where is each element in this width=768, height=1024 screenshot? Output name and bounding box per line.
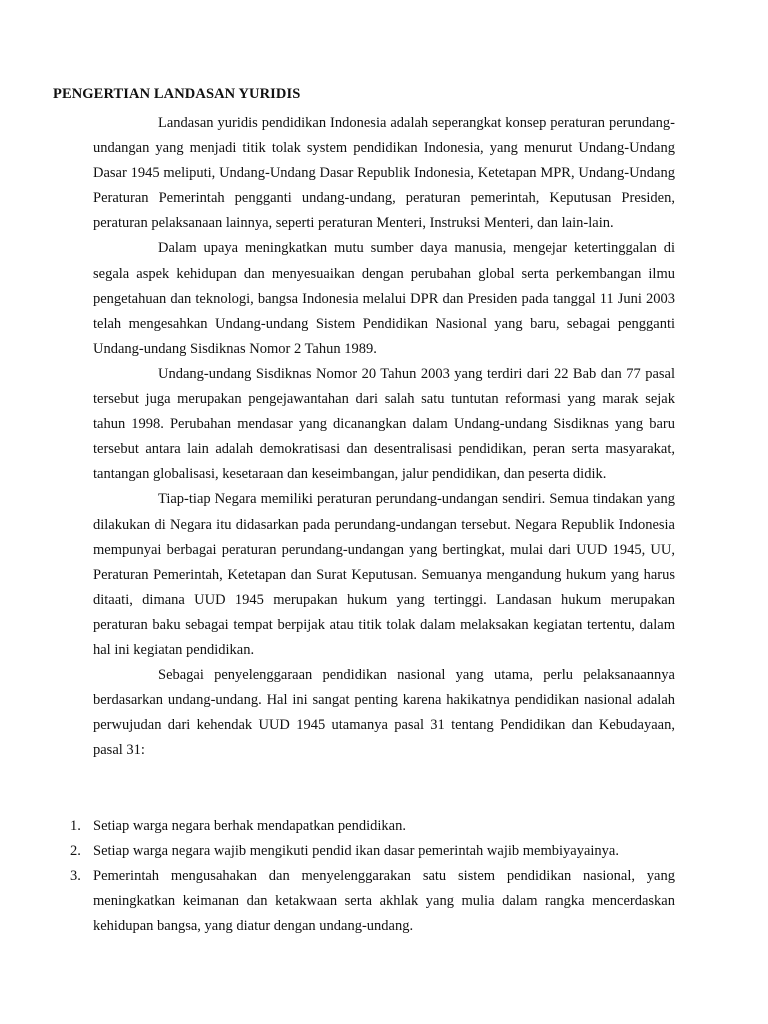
document-heading: PENGERTIAN LANDASAN YURIDIS [53,86,301,102]
paragraph-4: Tiap-tiap Negara memiliki peraturan perundang-undangan sendiri. Semua tindakan yang dilakukan di Negara itu didasarkan pada perundang-undangan tersebut. Negara Republik Indonesia mempunyai berbagai peraturan perundang-undangan yang bertingkat, mulai dari UUD 1945, UU, Peraturan Pemerintah, Ketetapan dan Surat Keputusan. Semuanya mengandung hukum yang harus ditaati, dimana UUD 1945 merupakan hukum yang tertinggi. Landasan hukum merupakan peraturan baku sebagai tempat berpijak atau titik tolak dalam melaksakan kegiatan tertentu, dalam hal ini kegiatan pendidikan. [93,491,675,658]
list-item [53,864,675,939]
paragraph-3: Undang-undang Sisdiknas Nomor 20 Tahun 2003 yang terdiri dari 22 Bab dan 77 pasal tersebut juga merupakan pengejawantahan dari salah satu tuntutan reformasi yang marak sejak tahun 1998. Perubahan mendasar yang dicanangkan dalam Undang-undang Sisdiknas yang baru tersebut antara lain adalah demokratisasi dan desentralisasi pendidikan, peran serta masyarakat, tantangan globalisasi, kesetaraan dan keseimbangan, jalur pendidikan, dan peserta didik. [93,365,675,483]
list-item-number: 3. [70,868,81,885]
list-item-number: 2. [70,843,81,860]
list-item [53,814,675,839]
paragraph-2: Dalam upaya meningkatkan mutu sumber daya manusia, mengejar ketertinggalan di segala aspek kehidupan dan menyesuaikan dengan perubahan global serta perkembangan ilmu pengetahuan dan teknologi, bangsa Indonesia melalui DPR dan Presiden pada tanggal 11 Juni 2003 telah mengesahkan Undang-undang Sistem Pendidikan Nasional yang baru, sebagai pengganti Undang-undang Sisdiknas Nomor 2 Tahun 1989. [93,240,675,357]
list-item-text: Pemerintah mengusahakan dan menyelenggarakan satu sistem pendidikan nasional, yang meningkatkan keimanan dan ketakwaan serta akhlak yang mulia dalam rangka mencerdaskan kehidupan bangsa, yang diatur dengan undang-undang. [93,868,675,935]
numbered-list [53,814,675,939]
document-body [93,111,675,763]
paragraph-5: Sebagai penyelenggaraan pendidikan nasional yang utama, perlu pelaksanaannya berdasarkan undang-undang. Hal ini sangat penting karena hakikatnya pendidikan nasional adalah perwujudan dari kehendak UUD 1945 utamanya pasal 31 tentang Pendidikan dan Kebudayaan, pasal 31: [93,667,675,759]
list-item-text: Setiap warga negara wajib mengikuti pendid ikan dasar pemerintah wajib membiyayainya. [93,843,619,860]
list-item-number: 1. [70,818,81,834]
list-item-text: Setiap warga negara berhak mendapatkan pendidikan. [93,818,406,834]
paragraph-1: Landasan yuridis pendidikan Indonesia adalah seperangkat konsep peraturan perundang-undangan yang menjadi titik tolak system pendidikan Indonesia, yang menurut Undang-Undang Dasar 1945 meliputi, Undang-Undang Dasar Republik Indonesia, Ketetapan MPR, Undang-Undang Peraturan Pemerintah pengganti undang-undang, peraturan pemerintah, Keputusan Presiden, peraturan pelaksanaan lainnya, seperti peraturan Menteri, Instruksi Menteri, dan lain-lain. [93,115,675,232]
list-item [53,839,675,864]
